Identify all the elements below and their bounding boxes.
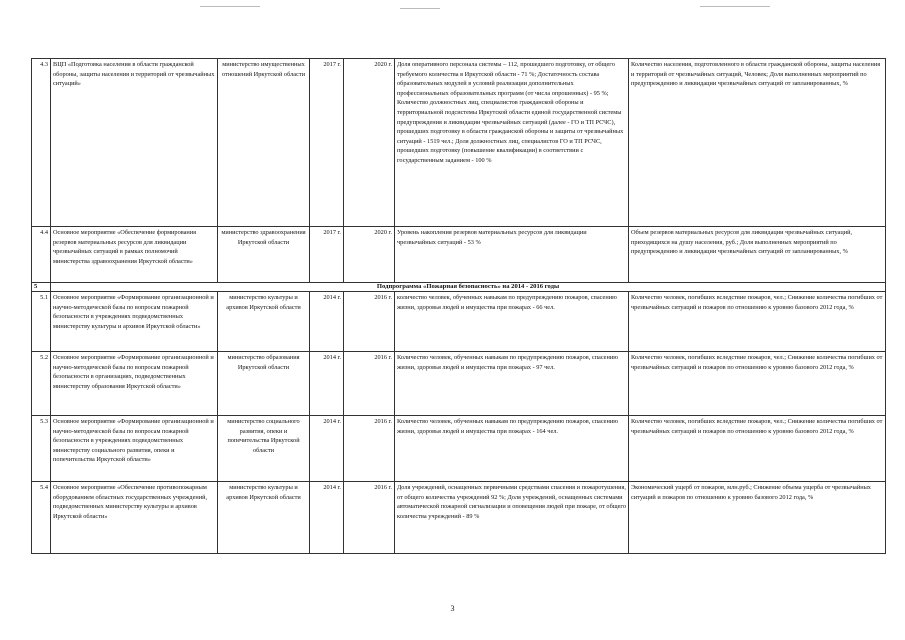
row-number: 5.1: [32, 292, 51, 352]
start-year: 2014 г.: [310, 416, 344, 482]
activity-name: Основное мероприятие «Формирование организационной и научно-методической базы по вопросам пожарной безопасности в учреждениях подведомственных министерству социального развития, опеки и попечительства Иркутской области»: [51, 416, 218, 482]
table-row: [32, 59, 886, 227]
end-year: 2020 г.: [344, 227, 395, 283]
start-year: 2017 г.: [310, 227, 344, 283]
direct-result: Количество человек, обученных навыкам по предупреждению пожаров, спасению жизни, здоровья людей и имущества при пожарах - 97 чел.: [395, 352, 629, 416]
final-result: Количество человек, погибших вследствие пожаров, чел.; Снижение количества погибших от чрезвычайных ситуаций и пожаров по отношению к уровню базового 2012 года, %: [629, 416, 886, 482]
responsible-executor: министерство культуры и архивов Иркутской области: [218, 292, 310, 352]
program-table: [31, 58, 886, 554]
subprogram-header-row: [32, 283, 886, 292]
subprogram-title: Подпрограмма «Пожарная безопасность» на 2014 - 2016 годы: [51, 283, 886, 292]
table-row: [32, 482, 886, 554]
start-year: 2014 г.: [310, 292, 344, 352]
scan-artifact: [200, 6, 260, 7]
direct-result: Количество человек, обученных навыкам по предупреждению пожаров, спасению жизни, здоровья людей и имущества при пожарах - 164 чел.: [395, 416, 629, 482]
responsible-executor: министерство культуры и архивов Иркутской области: [218, 482, 310, 554]
responsible-executor: министерство образования Иркутской области: [218, 352, 310, 416]
direct-result: Доля оперативного персонала системы – 112, прошедшего подготовку, от общего требуемого количества в Иркутской области - 71 %; Достаточность состава образовательных модулей в условий реализации дополнительных профессиональных образовательных программ (от числа опрошенных) - 95 %; Количество должностных лиц, специалистов гражданской обороны и территориальной подсистемы Иркутской области единой государственной системы предупреждения и ликвидации чрезвычайных ситуаций (далее - ГО и ТП РСЧС), прошедших подготовку в области гражданской обороны и защиты от чрезвычайных ситуаций - 1519 чел.; Доля должностных лиц, специалистов ГО и ТП РСЧС, прошедших подготовку (повышение квалификации) в соответствии с государственным заданием - 100 %: [395, 59, 629, 227]
table-row: [32, 416, 886, 482]
start-year: 2017 г.: [310, 59, 344, 227]
end-year: 2016 г.: [344, 482, 395, 554]
scan-artifact: [400, 8, 440, 9]
row-number: 5.2: [32, 352, 51, 416]
end-year: 2016 г.: [344, 292, 395, 352]
table-row: [32, 292, 886, 352]
activity-name: Основное мероприятие «Обеспечение формирования резервов материальных ресурсов для ликвидации чрезвычайных ситуаций в рамках полномочий министерства здравоохранения Иркутской области»: [51, 227, 218, 283]
row-number: 4.4: [32, 227, 51, 283]
row-number: 4.3: [32, 59, 51, 227]
end-year: 2020 г.: [344, 59, 395, 227]
scan-artifact: [700, 6, 770, 7]
table-row: [32, 352, 886, 416]
final-result: Экономический ущерб от пожаров, млн.руб.; Снижение объема ущерба от чрезвычайных ситуаций и пожаров по отношению к уровню базового 2012 года, %: [629, 482, 886, 554]
final-result: Объем резервов материальных ресурсов для ликвидации чрезвычайных ситуаций, приходящихся на душу населения, руб.; Доля выполненных мероприятий по предупреждению и ликвидации чрезвычайных ситуаций от запланированных, %: [629, 227, 886, 283]
direct-result: Уровень накопления резервов материальных ресурсов для ликвидации чрезвычайных ситуаций - 53 %: [395, 227, 629, 283]
direct-result: Доля учреждений, оснащенных первичными средствами спасения и пожаротушения, от общего количества учреждений 92 %; Доля учреждений, оснащенных системами автоматической пожарной сигнализации и оповещения людей при пожаре, от общего количества учреждений - 89 %: [395, 482, 629, 554]
direct-result: количество человек, обученных навыкам по предупреждению пожаров, спасению жизни, здоровья людей и имущества при пожарах - 66 чел.: [395, 292, 629, 352]
responsible-executor: министерство здравоохранения Иркутской области: [218, 227, 310, 283]
activity-name: ВЦП «Подготовка населения в области гражданской обороны, защиты населения и территорий от чрезвычайных ситуаций»: [51, 59, 218, 227]
start-year: 2014 г.: [310, 352, 344, 416]
activity-name: Основное мероприятие «Формирование организационной и научно-методической базы по вопросам пожарной безопасности в организациях, подведомственных министерству образования Иркутской области»: [51, 352, 218, 416]
table-row: [32, 227, 886, 283]
page-number: 3: [450, 604, 455, 613]
responsible-executor: министерство социального развития, опеки и попечительства Иркутской области: [218, 416, 310, 482]
responsible-executor: министерство имущественных отношений Иркутской области: [218, 59, 310, 227]
final-result: Количество человек, погибших вследствие пожаров, чел.; Снижение количества погибших от чрезвычайных ситуаций и пожаров по отношению к уровню базового 2012 года, %: [629, 292, 886, 352]
final-result: Количество человек, погибших вследствие пожаров, чел.; Снижение количества погибших от чрезвычайных ситуаций и пожаров по отношению к уровню базового 2012 года, %: [629, 352, 886, 416]
end-year: 2016 г.: [344, 416, 395, 482]
activity-name: Основное мероприятие «Формирование организационной и научно-методической базы по вопросам пожарной безопасности в учреждениях подведомственных министерству культуры и архивов Иркутской области»: [51, 292, 218, 352]
row-number: 5.3: [32, 416, 51, 482]
final-result: Количество населения, подготовленного в области гражданской обороны, защиты населения и территорий от чрезвычайных ситуаций, Человек; Доля выполненных мероприятий по предупреждению и ликвидации чрезвычайных ситуаций от запланированных, %: [629, 59, 886, 227]
start-year: 2014 г.: [310, 482, 344, 554]
section-number: 5: [32, 283, 51, 292]
row-number: 5.4: [32, 482, 51, 554]
activity-name: Основное мероприятие «Обеспечение противопожарным оборудованием областных государственных учреждений, подведомственных министерству культуры и архивов Иркутской области»: [51, 482, 218, 554]
end-year: 2016 г.: [344, 352, 395, 416]
